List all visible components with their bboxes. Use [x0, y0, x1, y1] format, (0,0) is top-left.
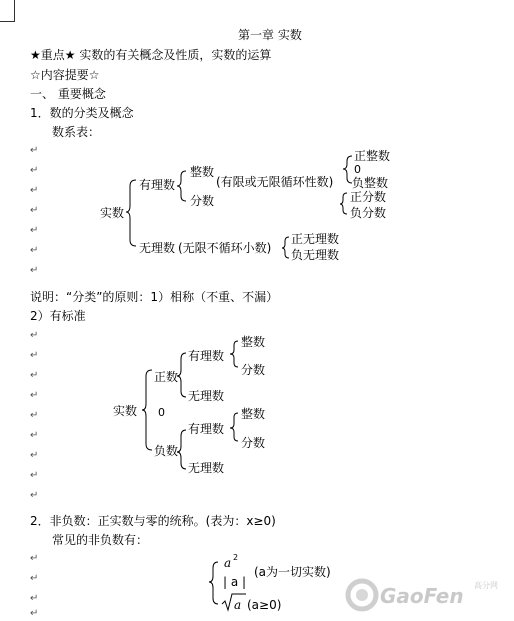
tree1-positive-fraction: 正分数 [350, 190, 387, 204]
paragraph-mark: ↵ [30, 390, 39, 401]
a-squared-exponent: 2 [233, 553, 239, 562]
paragraph-mark: ↵ [30, 145, 39, 156]
paragraph-mark: ↵ [30, 410, 39, 421]
paragraph-mark: ↵ [30, 225, 39, 236]
page-title: 第一章 实数 [238, 28, 302, 42]
item-1-heading: 1．数的分类及概念 [30, 106, 134, 120]
paragraph-mark: ↵ [30, 450, 39, 461]
tree1-root: 实数 [100, 206, 125, 220]
paragraph-mark: ↵ [30, 490, 39, 501]
keypoint-line: ★重点★ 实数的有关概念及性质，实数的运算 [30, 48, 272, 62]
paragraph-mark: ↵ [30, 430, 39, 441]
paragraph-mark: ↵ [30, 608, 39, 619]
watermark-text: GaoFen [380, 584, 464, 608]
sqrt-note: (a≥0) [247, 598, 282, 612]
paragraph-mark: ↵ [30, 573, 39, 584]
tree2-positive-fraction: 分数 [241, 363, 266, 377]
tree2-negative-irrational: 无理数 [188, 461, 225, 475]
note-line: 说明：“分类”的原则：1）相称（不重、不漏） [30, 290, 279, 304]
tree1-irrational: 无理数 [139, 241, 176, 255]
tree2-negative-integer: 整数 [241, 407, 266, 421]
watermark-subtext: 高分网 [474, 581, 498, 590]
paragraph-mark: ↵ [30, 185, 39, 196]
tree2-negative: 负数 [154, 444, 179, 458]
tree1-integer: 整数 [190, 165, 215, 179]
abs-a: | a | [223, 575, 247, 589]
table-label: 数系表： [52, 125, 101, 139]
a-squared-base: a [224, 556, 232, 570]
common-nonneg-label: 常见的非负数有： [52, 533, 149, 547]
tree1-positive-irrational: 正无理数 [291, 232, 340, 246]
nonneg-note-all: (a为一切实数) [254, 565, 331, 579]
section-heading: 一、 重要概念 [30, 87, 106, 101]
tree2-root: 实数 [113, 404, 138, 418]
tree2-positive-irrational: 无理数 [188, 389, 225, 403]
tree2-positive-integer: 整数 [241, 335, 266, 349]
tree1-integer-note: (有限或无限循环性数) [216, 175, 334, 189]
paragraph-mark: ↵ [30, 350, 39, 361]
tree2-positive-rational: 有理数 [188, 349, 225, 363]
paragraph-mark: ↵ [30, 165, 39, 176]
tree2-zero: 0 [158, 406, 165, 419]
tree1-fraction: 分数 [190, 194, 215, 208]
item-3-heading: 2．非负数：正实数与零的统称。(表为：x≥0) [30, 514, 276, 528]
tree1-rational: 有理数 [139, 178, 176, 192]
tree2-negative-fraction: 分数 [241, 436, 266, 450]
paragraph-mark: ↵ [30, 553, 39, 564]
paragraph-mark: ↵ [30, 330, 39, 341]
paragraph-mark: ↵ [30, 265, 39, 276]
item-2-heading: 2）有标准 [30, 309, 86, 323]
paragraph-mark: ↵ [30, 470, 39, 481]
tree1-irrational-note: (无限不循环小数) [178, 241, 272, 255]
tree1-negative-irrational: 负无理数 [291, 248, 340, 262]
paragraph-mark: ↵ [30, 593, 39, 604]
tree2-negative-rational: 有理数 [188, 422, 225, 436]
paragraph-mark: ↵ [30, 205, 39, 216]
sqrt-a: a [234, 598, 242, 612]
tree1-negative-fraction: 负分数 [350, 206, 387, 220]
paragraph-mark: ↵ [30, 370, 39, 381]
tree1-negative-integer: 负整数 [352, 176, 389, 190]
summary-heading: ☆内容提要☆ [30, 68, 100, 82]
tree1-zero: 0 [354, 163, 361, 176]
paragraph-mark: ↵ [30, 245, 39, 256]
gaofen-watermark-logo [332, 575, 502, 615]
tree1-positive-integer: 正整数 [354, 149, 391, 163]
tree2-positive: 正数 [154, 370, 179, 384]
